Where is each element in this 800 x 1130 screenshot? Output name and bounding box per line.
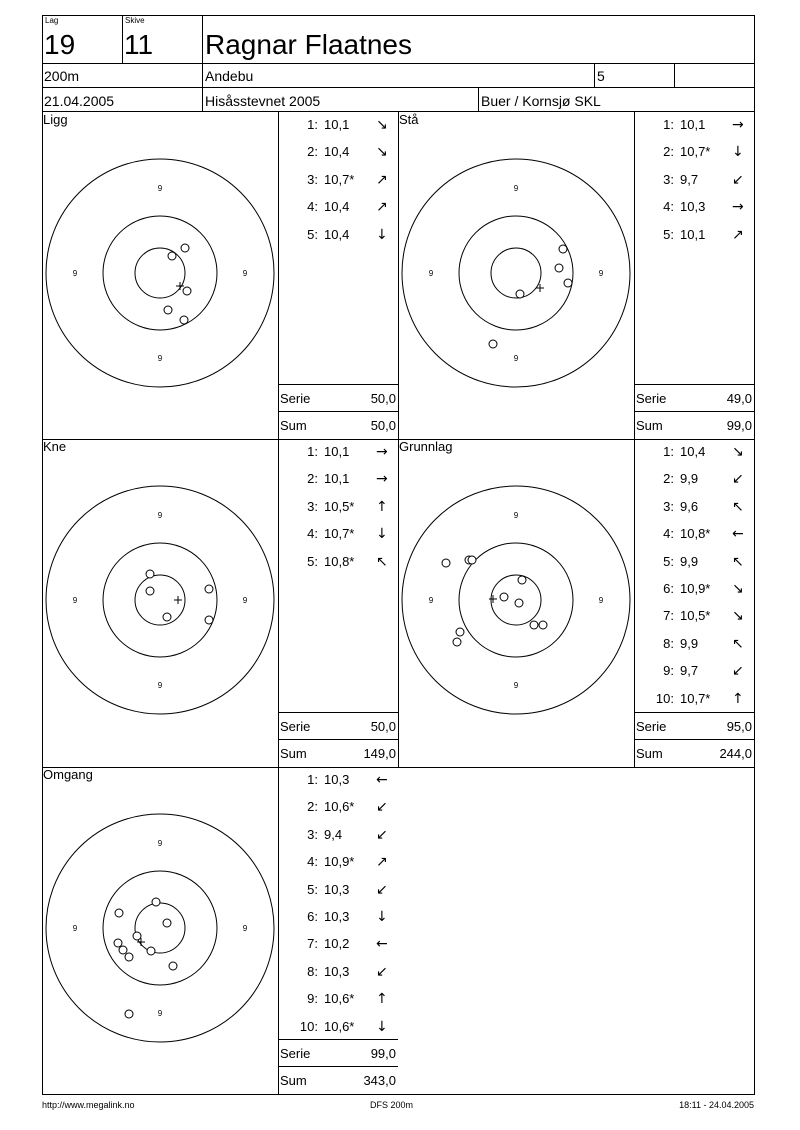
series-value: 99,0 [370, 1046, 396, 1061]
shot-score: 10,9* [680, 581, 711, 596]
shot-score: 10,1 [680, 226, 706, 242]
shot-row [278, 909, 398, 925]
shot-row [634, 144, 754, 160]
shot-hole [183, 287, 191, 295]
series-label: Serie [280, 719, 311, 734]
divider [278, 1066, 398, 1067]
target-face [42, 767, 278, 1018]
shot-score: 10,1 [680, 117, 706, 132]
shot-number: 3: [663, 498, 674, 514]
target-ring [46, 159, 274, 387]
shot-score: 10,9* [324, 854, 355, 870]
shot-row [278, 199, 398, 215]
target-ring [135, 903, 185, 953]
ring-number: 9 [513, 681, 519, 690]
shot-direction-icon: → [376, 444, 388, 460]
ring-number: 9 [157, 511, 163, 520]
shot-score: 10,2 [324, 936, 350, 952]
shot-hole [133, 932, 141, 940]
shot-row [278, 827, 398, 843]
ring-number: 9 [72, 269, 78, 278]
divider [278, 384, 398, 385]
shot-row [278, 471, 398, 487]
shot-score: 10,4 [680, 444, 706, 459]
shot-direction-icon: ↓ [732, 144, 744, 161]
shot-row [634, 691, 754, 707]
shot-direction-icon: ↓ [376, 526, 388, 543]
shot-direction-icon: ↗ [376, 199, 388, 216]
shot-row [634, 444, 754, 460]
shot-direction-icon: ↙ [732, 171, 744, 188]
shot-direction-icon: ↘ [732, 581, 744, 597]
skive-value: 11 [124, 29, 154, 60]
shot-direction-icon: ↙ [376, 799, 388, 816]
shot-direction-icon: ← [376, 936, 388, 953]
shot-number: 4: [307, 526, 318, 542]
shot-number: 1: [663, 444, 674, 459]
shot-hole [125, 953, 133, 961]
shot-row [634, 471, 754, 487]
sum-value: 244,0 [719, 746, 752, 761]
divider [754, 112, 755, 1095]
shot-row [634, 499, 754, 515]
shot-number: 1: [307, 444, 318, 459]
shot-number: 3: [307, 498, 318, 514]
sum-value: 149,0 [363, 746, 396, 761]
ring-number: 9 [598, 269, 604, 278]
shot-hole [146, 587, 154, 595]
shot-hole [555, 264, 563, 272]
footer-url: http://www.megalink.no [42, 1100, 135, 1110]
shot-row [634, 199, 754, 215]
shot-score: 10,3 [680, 199, 706, 215]
shot-number: 5: [663, 226, 674, 242]
shot-row [278, 117, 398, 133]
series-value: 49,0 [726, 391, 752, 406]
shot-number: 10: [655, 690, 674, 706]
shot-hole [169, 962, 177, 970]
shot-direction-icon: ↑ [732, 690, 744, 707]
ring-number: 9 [157, 184, 163, 193]
shooter-name: Ragnar Flaatnes [205, 29, 413, 60]
shot-direction-icon: ↖ [732, 498, 744, 515]
sum-value: 99,0 [726, 418, 752, 433]
sum-label: Sum [280, 418, 307, 433]
section-title: Ligg [43, 112, 68, 127]
ring-number: 9 [513, 184, 519, 193]
shot-score: 10,1 [324, 117, 350, 132]
series-value: 50,0 [370, 719, 396, 734]
skive-label: Skive [125, 16, 145, 25]
shot-hole [564, 279, 572, 287]
divider [42, 87, 755, 88]
shot-number: 5: [663, 553, 674, 569]
shot-number: 1: [663, 117, 674, 132]
sum-label: Sum [636, 418, 663, 433]
shot-number: 9: [663, 663, 674, 679]
shot-score: 10,8* [324, 553, 355, 569]
shot-direction-icon: ↘ [376, 117, 388, 133]
shot-direction-icon: ↑ [376, 991, 388, 1008]
series-label: Serie [280, 1046, 311, 1061]
target-face [42, 112, 278, 363]
shot-hole [125, 1010, 133, 1018]
shot-number: 4: [307, 854, 318, 870]
shot-hole [530, 621, 538, 629]
shot-number: 6: [663, 581, 674, 596]
shot-hole [164, 306, 172, 314]
shot-direction-icon: ↗ [732, 226, 744, 243]
section-omgang [42, 767, 398, 1094]
ring-number: 9 [242, 596, 248, 605]
shot-score: 10,1 [324, 444, 350, 459]
shot-hole [168, 252, 176, 260]
target-ring [402, 159, 630, 387]
shot-row [278, 936, 398, 952]
section-title: Grunnlag [399, 439, 453, 454]
shot-direction-icon: ← [732, 526, 744, 543]
shot-number: 5: [307, 226, 318, 242]
shot-number: 7: [663, 608, 674, 624]
shot-score: 9,7 [680, 663, 699, 679]
divider [278, 739, 398, 740]
target-ring [459, 216, 573, 330]
shot-number: 1: [307, 117, 318, 132]
shot-hole [163, 613, 171, 621]
ring-number: 9 [72, 596, 78, 605]
shot-number: 10: [299, 1018, 318, 1034]
date: 21.04.2005 [44, 93, 115, 109]
target-face [398, 439, 634, 690]
shot-hole [205, 616, 213, 624]
shot-row [278, 1019, 398, 1035]
shot-number: 2: [307, 471, 318, 487]
shot-row [278, 964, 398, 980]
shot-score: 9,9 [680, 553, 699, 569]
shot-score: 10,5* [324, 498, 355, 514]
divider [594, 63, 595, 87]
shot-number: 1: [307, 772, 318, 787]
shot-direction-icon: ↖ [376, 553, 388, 570]
shot-score: 9,6 [680, 498, 699, 514]
shot-row [278, 444, 398, 460]
shot-direction-icon: ← [376, 772, 388, 788]
shot-number: 2: [663, 144, 674, 160]
shot-hole [119, 946, 127, 954]
shot-direction-icon: → [732, 117, 744, 133]
shot-row [278, 772, 398, 788]
shot-score: 10,3 [324, 963, 350, 979]
shot-hole [147, 947, 155, 955]
target-face [398, 112, 634, 363]
shot-score: 10,7* [324, 171, 355, 187]
target-ring [491, 248, 541, 298]
shot-hole [163, 919, 171, 927]
shot-hole [456, 628, 464, 636]
shot-number: 5: [307, 553, 318, 569]
class: 5 [597, 68, 605, 84]
shot-row [278, 882, 398, 898]
shot-row [634, 172, 754, 188]
ring-number: 9 [157, 839, 163, 848]
ring-number: 9 [428, 269, 434, 278]
shot-row [634, 227, 754, 243]
group-center-mark [536, 284, 544, 292]
shot-hole [539, 621, 547, 629]
shot-number: 7: [307, 936, 318, 952]
shot-score: 10,4 [324, 199, 350, 215]
ring-number: 9 [598, 596, 604, 605]
shot-row [278, 526, 398, 542]
shot-direction-icon: → [376, 471, 388, 488]
shot-row [278, 854, 398, 870]
shot-direction-icon: ↙ [376, 826, 388, 843]
series-label: Serie [636, 719, 667, 734]
shot-score: 9,7 [680, 171, 699, 187]
shot-direction-icon: ↗ [376, 171, 388, 188]
ring-number: 9 [513, 511, 519, 520]
sum-value: 343,0 [363, 1073, 396, 1088]
group-center-mark [174, 596, 182, 604]
ring-number: 9 [513, 354, 519, 363]
shot-hole [180, 316, 188, 324]
divider [42, 63, 755, 64]
club: Andebu [205, 68, 254, 84]
ring-number: 9 [72, 924, 78, 933]
shot-direction-icon: ↓ [376, 1018, 388, 1035]
shot-hole [515, 599, 523, 607]
shot-score: 10,6* [324, 1018, 355, 1034]
shot-score: 9,4 [324, 826, 343, 842]
shot-score: 10,4 [324, 226, 350, 242]
shot-number: 4: [663, 199, 674, 215]
divider [278, 712, 398, 713]
sum-label: Sum [280, 1073, 307, 1088]
shot-hole [115, 909, 123, 917]
shot-number: 3: [307, 826, 318, 842]
shot-hole [518, 576, 526, 584]
target-ring [103, 216, 217, 330]
shot-score: 10,7* [324, 526, 355, 542]
shot-row [634, 581, 754, 597]
target-ring [103, 871, 217, 985]
target-ring [135, 248, 185, 298]
divider [278, 1039, 398, 1040]
lag-value: 19 [44, 29, 76, 60]
section-grunnlag [398, 439, 754, 767]
shot-number: 2: [663, 471, 674, 487]
shot-direction-icon: ↑ [376, 498, 388, 515]
series-label: Serie [636, 391, 667, 406]
shot-number: 3: [307, 171, 318, 187]
shot-row [278, 227, 398, 243]
shot-row [278, 144, 398, 160]
shot-hole [146, 570, 154, 578]
shot-number: 4: [663, 526, 674, 542]
series-value: 95,0 [726, 719, 752, 734]
target-ring [46, 814, 274, 1042]
section-ligg [42, 112, 398, 439]
section-title: Omgang [43, 767, 93, 782]
divider [42, 1094, 755, 1095]
shot-hole [559, 245, 567, 253]
shot-hole [181, 244, 189, 252]
shot-direction-icon: ↙ [376, 881, 388, 898]
shot-score: 9,9 [680, 471, 699, 487]
shot-hole [152, 898, 160, 906]
shot-direction-icon: ↘ [732, 608, 744, 625]
shot-hole [489, 340, 497, 348]
series-value: 50,0 [370, 391, 396, 406]
target-face [42, 439, 278, 690]
shot-score: 10,3 [324, 909, 350, 924]
divider [122, 15, 123, 63]
footer-timestamp: 18:11 - 24.04.2005 [679, 1100, 754, 1110]
lag-label: Lag [45, 16, 59, 25]
distance: 200m [44, 68, 80, 84]
shot-row [634, 636, 754, 652]
section-title: Stå [399, 112, 419, 127]
shot-score: 10,4 [324, 144, 350, 160]
shot-direction-icon: ↗ [376, 854, 388, 871]
shot-score: 10,6* [324, 991, 355, 1007]
ring-number: 9 [428, 596, 434, 605]
shot-number: 9: [307, 991, 318, 1007]
shot-score: 9,9 [680, 635, 699, 651]
event: Hisåsstevnet 2005 [205, 93, 321, 109]
shot-direction-icon: ↓ [376, 226, 388, 243]
divider [634, 739, 754, 740]
shot-row [278, 172, 398, 188]
shot-row [278, 499, 398, 515]
shot-direction-icon: ↓ [376, 909, 388, 925]
shot-number: 6: [307, 909, 318, 924]
ring-number: 9 [157, 681, 163, 690]
shot-row [634, 608, 754, 624]
shot-direction-icon: → [732, 199, 744, 216]
shot-number: 3: [663, 171, 674, 187]
target-ring [46, 486, 274, 714]
sum-value: 50,0 [370, 418, 396, 433]
section-kne [42, 439, 398, 767]
section-sta [398, 112, 754, 439]
shot-direction-icon: ↖ [732, 553, 744, 570]
footer-center: DFS 200m [370, 1100, 414, 1110]
shot-hole [442, 559, 450, 567]
shot-score: 10,8* [680, 526, 711, 542]
group-center-mark [489, 595, 497, 603]
shot-score: 10,3 [324, 881, 350, 897]
ring-number: 9 [242, 269, 248, 278]
shot-direction-icon: ↖ [732, 635, 744, 652]
section-title: Kne [43, 439, 67, 454]
ring-number: 9 [242, 924, 248, 933]
shot-score: 10,7* [680, 144, 711, 160]
sum-label: Sum [280, 746, 307, 761]
shot-number: 2: [307, 144, 318, 160]
shot-score: 10,7* [680, 690, 711, 706]
shot-hole [205, 585, 213, 593]
divider [478, 87, 479, 112]
shot-direction-icon: ↙ [732, 663, 744, 680]
shot-row [634, 526, 754, 542]
shot-hole [453, 638, 461, 646]
divider [674, 63, 675, 87]
shot-score: 10,1 [324, 471, 350, 487]
shot-score: 10,6* [324, 799, 355, 815]
target-ring [103, 543, 217, 657]
sum-label: Sum [636, 746, 663, 761]
shot-row [634, 117, 754, 133]
shot-number: 8: [663, 635, 674, 651]
shot-hole [468, 556, 476, 564]
shot-hole [114, 939, 122, 947]
shot-direction-icon: ↙ [376, 963, 388, 980]
shot-number: 4: [307, 199, 318, 215]
divider [634, 712, 754, 713]
shot-number: 2: [307, 799, 318, 815]
divider [634, 384, 754, 385]
shot-direction-icon: ↘ [376, 144, 388, 161]
shot-direction-icon: ↙ [732, 471, 744, 488]
series-label: Serie [280, 391, 311, 406]
shot-row [278, 799, 398, 815]
ring-number: 9 [157, 1009, 163, 1018]
shot-hole [516, 290, 524, 298]
shot-direction-icon: ↘ [732, 444, 744, 460]
shot-row [278, 991, 398, 1007]
shot-row [634, 663, 754, 679]
shot-hole [500, 593, 508, 601]
ring-number: 9 [157, 354, 163, 363]
shot-score: 10,3 [324, 772, 350, 787]
shot-row [634, 554, 754, 570]
divider [278, 411, 398, 412]
range: Buer / Kornsjø SKL [481, 93, 601, 109]
divider [634, 411, 754, 412]
shot-number: 8: [307, 963, 318, 979]
shot-score: 10,5* [680, 608, 711, 624]
shot-row [278, 554, 398, 570]
shot-number: 5: [307, 881, 318, 897]
